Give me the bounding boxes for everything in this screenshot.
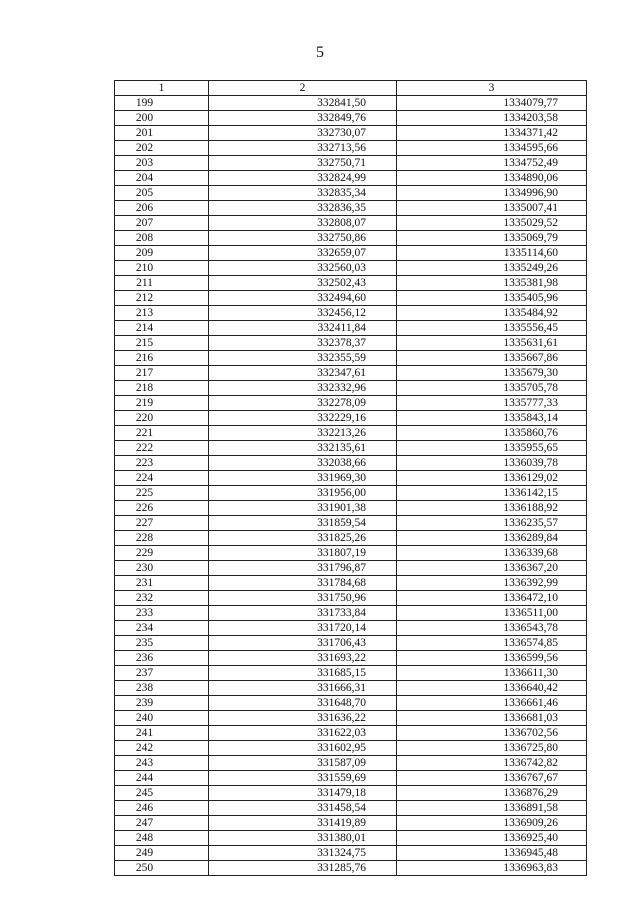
table-row bbox=[115, 96, 587, 111]
point-number-cell: 229 bbox=[115, 546, 209, 561]
y-coordinate-cell: 1335069,79 bbox=[397, 231, 587, 246]
x-coordinate-cell: 331733,84 bbox=[209, 606, 397, 621]
x-coordinate-cell: 331285,76 bbox=[209, 861, 397, 876]
y-coordinate-cell: 1335631,61 bbox=[397, 336, 587, 351]
point-number-cell: 239 bbox=[115, 696, 209, 711]
table-row bbox=[115, 831, 587, 846]
point-number-cell: 250 bbox=[115, 861, 209, 876]
x-coordinate-cell: 331901,38 bbox=[209, 501, 397, 516]
y-coordinate-cell: 1336891,58 bbox=[397, 801, 587, 816]
column-header-x: 2 bbox=[209, 81, 397, 96]
point-number-cell: 208 bbox=[115, 231, 209, 246]
point-number-cell: 246 bbox=[115, 801, 209, 816]
x-coordinate-cell: 331956,00 bbox=[209, 486, 397, 501]
table-row bbox=[115, 276, 587, 291]
point-number-cell: 249 bbox=[115, 846, 209, 861]
table-row bbox=[115, 666, 587, 681]
point-number-cell: 216 bbox=[115, 351, 209, 366]
y-coordinate-cell: 1335381,98 bbox=[397, 276, 587, 291]
table-row bbox=[115, 636, 587, 651]
table-row bbox=[115, 381, 587, 396]
y-coordinate-cell: 1336235,57 bbox=[397, 516, 587, 531]
y-coordinate-cell: 1334203,58 bbox=[397, 111, 587, 126]
y-coordinate-cell: 1334371,42 bbox=[397, 126, 587, 141]
point-number-cell: 201 bbox=[115, 126, 209, 141]
x-coordinate-cell: 331666,31 bbox=[209, 681, 397, 696]
table-row bbox=[115, 456, 587, 471]
point-number-cell: 217 bbox=[115, 366, 209, 381]
table-row bbox=[115, 186, 587, 201]
y-coordinate-cell: 1335955,65 bbox=[397, 441, 587, 456]
table-row bbox=[115, 696, 587, 711]
point-number-cell: 220 bbox=[115, 411, 209, 426]
table-row bbox=[115, 621, 587, 636]
point-number-cell: 200 bbox=[115, 111, 209, 126]
x-coordinate-cell: 331380,01 bbox=[209, 831, 397, 846]
point-number-cell: 245 bbox=[115, 786, 209, 801]
y-coordinate-cell: 1336725,80 bbox=[397, 741, 587, 756]
y-coordinate-cell: 1336702,56 bbox=[397, 726, 587, 741]
x-coordinate-cell: 332038,66 bbox=[209, 456, 397, 471]
x-coordinate-cell: 332502,43 bbox=[209, 276, 397, 291]
point-number-cell: 218 bbox=[115, 381, 209, 396]
point-number-cell: 238 bbox=[115, 681, 209, 696]
table-row bbox=[115, 576, 587, 591]
y-coordinate-cell: 1336367,20 bbox=[397, 561, 587, 576]
x-coordinate-cell: 331479,18 bbox=[209, 786, 397, 801]
point-number-cell: 247 bbox=[115, 816, 209, 831]
table-row bbox=[115, 291, 587, 306]
point-number-cell: 235 bbox=[115, 636, 209, 651]
point-number-cell: 210 bbox=[115, 261, 209, 276]
y-coordinate-cell: 1336767,67 bbox=[397, 771, 587, 786]
point-number-cell: 212 bbox=[115, 291, 209, 306]
y-coordinate-cell: 1334752,49 bbox=[397, 156, 587, 171]
table-row bbox=[115, 396, 587, 411]
y-coordinate-cell: 1335114,60 bbox=[397, 246, 587, 261]
x-coordinate-cell: 331807,19 bbox=[209, 546, 397, 561]
table-row bbox=[115, 561, 587, 576]
point-number-cell: 211 bbox=[115, 276, 209, 291]
y-coordinate-cell: 1335679,30 bbox=[397, 366, 587, 381]
table-row bbox=[115, 426, 587, 441]
table-row bbox=[115, 471, 587, 486]
x-coordinate-cell: 332730,07 bbox=[209, 126, 397, 141]
y-coordinate-cell: 1336925,40 bbox=[397, 831, 587, 846]
point-number-cell: 243 bbox=[115, 756, 209, 771]
x-coordinate-cell: 331720,14 bbox=[209, 621, 397, 636]
y-coordinate-cell: 1334595,66 bbox=[397, 141, 587, 156]
table-row bbox=[115, 846, 587, 861]
x-coordinate-cell: 332213,26 bbox=[209, 426, 397, 441]
x-coordinate-cell: 331825,26 bbox=[209, 531, 397, 546]
x-coordinate-cell: 332835,34 bbox=[209, 186, 397, 201]
y-coordinate-cell: 1336681,03 bbox=[397, 711, 587, 726]
x-coordinate-cell: 332659,07 bbox=[209, 246, 397, 261]
y-coordinate-cell: 1336339,68 bbox=[397, 546, 587, 561]
x-coordinate-cell: 332841,50 bbox=[209, 96, 397, 111]
x-coordinate-cell: 332456,12 bbox=[209, 306, 397, 321]
y-coordinate-cell: 1335705,78 bbox=[397, 381, 587, 396]
y-coordinate-cell: 1336963,83 bbox=[397, 861, 587, 876]
y-coordinate-cell: 1336289,84 bbox=[397, 531, 587, 546]
y-coordinate-cell: 1336574,85 bbox=[397, 636, 587, 651]
x-coordinate-cell: 332332,96 bbox=[209, 381, 397, 396]
y-coordinate-cell: 1334079,77 bbox=[397, 96, 587, 111]
table-body bbox=[115, 96, 587, 876]
table-row bbox=[115, 366, 587, 381]
y-coordinate-cell: 1336945,48 bbox=[397, 846, 587, 861]
table-row bbox=[115, 861, 587, 876]
point-number-cell: 231 bbox=[115, 576, 209, 591]
y-coordinate-cell: 1336039,78 bbox=[397, 456, 587, 471]
table-row bbox=[115, 441, 587, 456]
x-coordinate-cell: 331796,87 bbox=[209, 561, 397, 576]
table-row bbox=[115, 306, 587, 321]
table-row bbox=[115, 741, 587, 756]
point-number-cell: 214 bbox=[115, 321, 209, 336]
y-coordinate-cell: 1336876,29 bbox=[397, 786, 587, 801]
point-number-cell: 237 bbox=[115, 666, 209, 681]
table-row bbox=[115, 336, 587, 351]
x-coordinate-cell: 332494,60 bbox=[209, 291, 397, 306]
point-number-cell: 230 bbox=[115, 561, 209, 576]
x-coordinate-cell: 331587,09 bbox=[209, 756, 397, 771]
x-coordinate-cell: 331622,03 bbox=[209, 726, 397, 741]
point-number-cell: 202 bbox=[115, 141, 209, 156]
point-number-cell: 225 bbox=[115, 486, 209, 501]
y-coordinate-cell: 1336511,00 bbox=[397, 606, 587, 621]
x-coordinate-cell: 331685,15 bbox=[209, 666, 397, 681]
point-number-cell: 207 bbox=[115, 216, 209, 231]
point-number-cell: 233 bbox=[115, 606, 209, 621]
x-coordinate-cell: 332347,61 bbox=[209, 366, 397, 381]
y-coordinate-cell: 1336742,82 bbox=[397, 756, 587, 771]
table-row bbox=[115, 501, 587, 516]
point-number-cell: 204 bbox=[115, 171, 209, 186]
y-coordinate-cell: 1335405,96 bbox=[397, 291, 587, 306]
y-coordinate-cell: 1335843,14 bbox=[397, 411, 587, 426]
table-row bbox=[115, 786, 587, 801]
table-row bbox=[115, 531, 587, 546]
y-coordinate-cell: 1336392,99 bbox=[397, 576, 587, 591]
x-coordinate-cell: 332713,56 bbox=[209, 141, 397, 156]
point-number-cell: 242 bbox=[115, 741, 209, 756]
x-coordinate-cell: 331636,22 bbox=[209, 711, 397, 726]
point-number-cell: 227 bbox=[115, 516, 209, 531]
x-coordinate-cell: 331419,89 bbox=[209, 816, 397, 831]
table-row bbox=[115, 681, 587, 696]
x-coordinate-cell: 332355,59 bbox=[209, 351, 397, 366]
table-row bbox=[115, 201, 587, 216]
table-header-row bbox=[115, 81, 587, 96]
point-number-cell: 226 bbox=[115, 501, 209, 516]
table-row bbox=[115, 606, 587, 621]
y-coordinate-cell: 1334890,06 bbox=[397, 171, 587, 186]
point-number-cell: 221 bbox=[115, 426, 209, 441]
y-coordinate-cell: 1336142,15 bbox=[397, 486, 587, 501]
point-number-cell: 241 bbox=[115, 726, 209, 741]
x-coordinate-cell: 332378,37 bbox=[209, 336, 397, 351]
x-coordinate-cell: 331784,68 bbox=[209, 576, 397, 591]
point-number-cell: 203 bbox=[115, 156, 209, 171]
point-number-cell: 240 bbox=[115, 711, 209, 726]
x-coordinate-cell: 331324,75 bbox=[209, 846, 397, 861]
column-header-y: 3 bbox=[397, 81, 587, 96]
point-number-cell: 219 bbox=[115, 396, 209, 411]
table-row bbox=[115, 261, 587, 276]
x-coordinate-cell: 332411,84 bbox=[209, 321, 397, 336]
x-coordinate-cell: 331706,43 bbox=[209, 636, 397, 651]
x-coordinate-cell: 331602,95 bbox=[209, 741, 397, 756]
table-row bbox=[115, 216, 587, 231]
table-row bbox=[115, 411, 587, 426]
x-coordinate-cell: 332824,99 bbox=[209, 171, 397, 186]
table-row bbox=[115, 141, 587, 156]
coordinates-table bbox=[114, 80, 587, 876]
x-coordinate-cell: 331693,22 bbox=[209, 651, 397, 666]
point-number-cell: 244 bbox=[115, 771, 209, 786]
point-number-cell: 206 bbox=[115, 201, 209, 216]
y-coordinate-cell: 1336188,92 bbox=[397, 501, 587, 516]
table-row bbox=[115, 321, 587, 336]
x-coordinate-cell: 332808,07 bbox=[209, 216, 397, 231]
x-coordinate-cell: 332750,86 bbox=[209, 231, 397, 246]
table-row bbox=[115, 516, 587, 531]
x-coordinate-cell: 331458,54 bbox=[209, 801, 397, 816]
y-coordinate-cell: 1335029,52 bbox=[397, 216, 587, 231]
point-number-cell: 236 bbox=[115, 651, 209, 666]
table-row bbox=[115, 111, 587, 126]
column-header-number: 1 bbox=[115, 81, 209, 96]
y-coordinate-cell: 1336611,30 bbox=[397, 666, 587, 681]
y-coordinate-cell: 1336472,10 bbox=[397, 591, 587, 606]
point-number-cell: 224 bbox=[115, 471, 209, 486]
x-coordinate-cell: 332278,09 bbox=[209, 396, 397, 411]
table-row bbox=[115, 816, 587, 831]
x-coordinate-cell: 331559,69 bbox=[209, 771, 397, 786]
table-row bbox=[115, 651, 587, 666]
table-row bbox=[115, 246, 587, 261]
page-number: 5 bbox=[316, 44, 324, 61]
point-number-cell: 213 bbox=[115, 306, 209, 321]
y-coordinate-cell: 1335556,45 bbox=[397, 321, 587, 336]
x-coordinate-cell: 332560,03 bbox=[209, 261, 397, 276]
table-row bbox=[115, 756, 587, 771]
x-coordinate-cell: 332229,16 bbox=[209, 411, 397, 426]
y-coordinate-cell: 1335860,76 bbox=[397, 426, 587, 441]
x-coordinate-cell: 331859,54 bbox=[209, 516, 397, 531]
point-number-cell: 248 bbox=[115, 831, 209, 846]
point-number-cell: 209 bbox=[115, 246, 209, 261]
point-number-cell: 205 bbox=[115, 186, 209, 201]
x-coordinate-cell: 332836,35 bbox=[209, 201, 397, 216]
y-coordinate-cell: 1336640,42 bbox=[397, 681, 587, 696]
x-coordinate-cell: 331648,70 bbox=[209, 696, 397, 711]
y-coordinate-cell: 1335484,92 bbox=[397, 306, 587, 321]
point-number-cell: 228 bbox=[115, 531, 209, 546]
y-coordinate-cell: 1335007,41 bbox=[397, 201, 587, 216]
y-coordinate-cell: 1336599,56 bbox=[397, 651, 587, 666]
y-coordinate-cell: 1335777,33 bbox=[397, 396, 587, 411]
point-number-cell: 223 bbox=[115, 456, 209, 471]
table-row bbox=[115, 546, 587, 561]
x-coordinate-cell: 332135,61 bbox=[209, 441, 397, 456]
table-row bbox=[115, 126, 587, 141]
table-row bbox=[115, 171, 587, 186]
table-row bbox=[115, 771, 587, 786]
point-number-cell: 215 bbox=[115, 336, 209, 351]
y-coordinate-cell: 1336543,78 bbox=[397, 621, 587, 636]
table-row bbox=[115, 231, 587, 246]
x-coordinate-cell: 332849,76 bbox=[209, 111, 397, 126]
point-number-cell: 234 bbox=[115, 621, 209, 636]
table-row bbox=[115, 801, 587, 816]
y-coordinate-cell: 1336661,46 bbox=[397, 696, 587, 711]
y-coordinate-cell: 1334996,90 bbox=[397, 186, 587, 201]
point-number-cell: 199 bbox=[115, 96, 209, 111]
table-row bbox=[115, 591, 587, 606]
table-row bbox=[115, 351, 587, 366]
point-number-cell: 232 bbox=[115, 591, 209, 606]
table-row bbox=[115, 711, 587, 726]
x-coordinate-cell: 332750,71 bbox=[209, 156, 397, 171]
y-coordinate-cell: 1335249,26 bbox=[397, 261, 587, 276]
y-coordinate-cell: 1335667,86 bbox=[397, 351, 587, 366]
point-number-cell: 222 bbox=[115, 441, 209, 456]
table-row bbox=[115, 486, 587, 501]
y-coordinate-cell: 1336909,26 bbox=[397, 816, 587, 831]
x-coordinate-cell: 331750,96 bbox=[209, 591, 397, 606]
table-row bbox=[115, 156, 587, 171]
table-row bbox=[115, 726, 587, 741]
x-coordinate-cell: 331969,30 bbox=[209, 471, 397, 486]
y-coordinate-cell: 1336129,02 bbox=[397, 471, 587, 486]
